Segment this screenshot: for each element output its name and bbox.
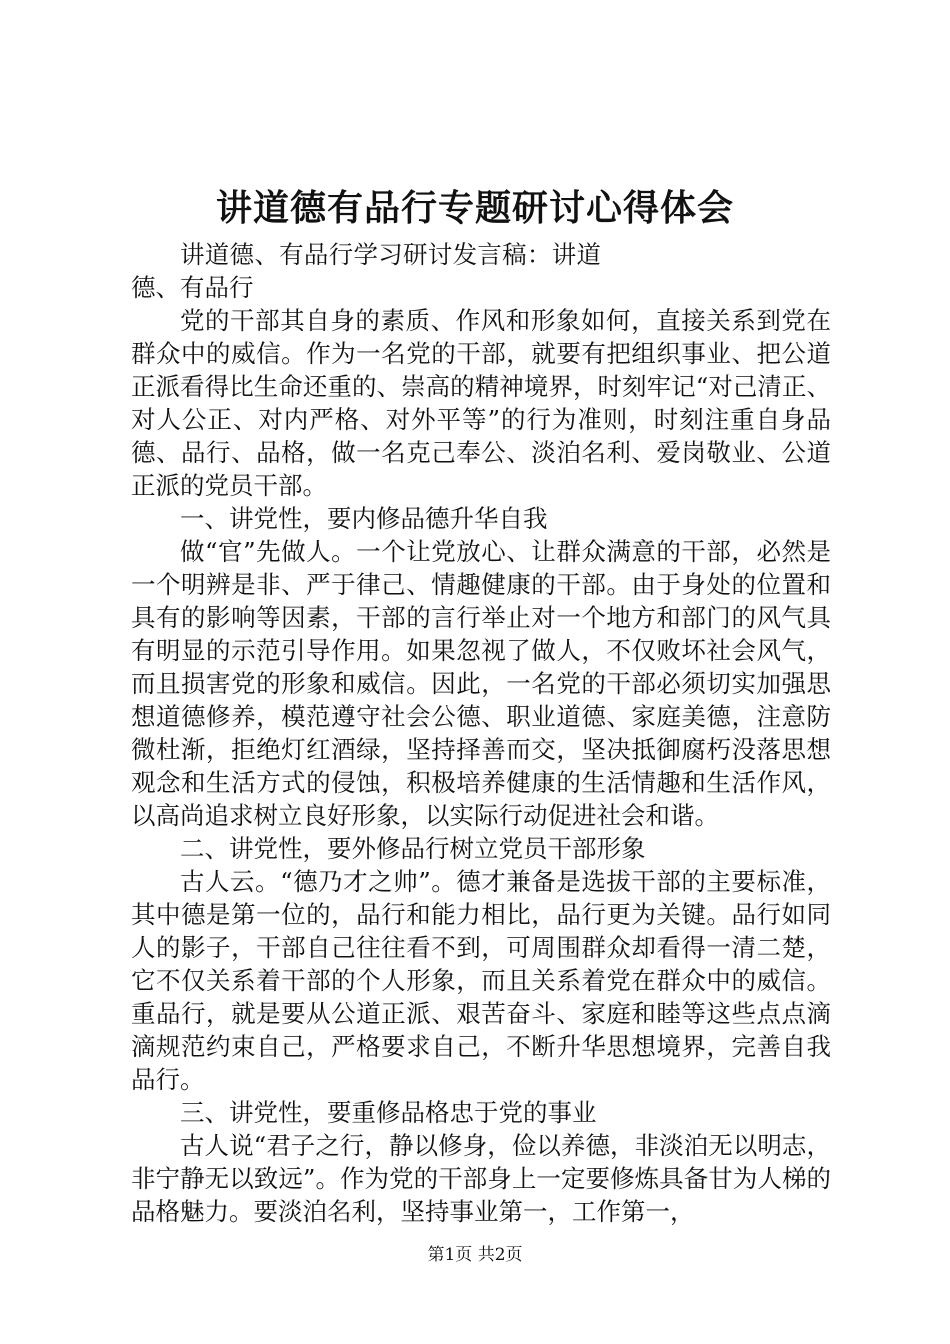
page-number-footer: 第1页 共2页 [427,1245,523,1265]
section-heading-1: 一、讲党性，要内修品德升华自我 [180,504,548,533]
section-heading-2: 二、讲党性，要外修品行树立党员干部形象 [180,834,646,863]
paragraph-section-3: 古人说“君子之行，静以修身，俭以养德，非淡泊无以明志，非宁静无以致远”。作为党的干部身上一定要修炼具备甘为人梯的品格魅力。要淡泊名利，坚持事业第一，工作第一， [131,1131,831,1226]
document-title: 讲道德有品行专题研讨心得体会 [215,187,734,229]
section-heading-3: 三、讲党性，要重修品格忠于党的事业 [180,1098,597,1127]
document-body [131,238,831,1228]
paragraph-section-1: 做“官”先做人。一个让党放心、让群众满意的干部，必然是一个明辨是非、严于律己、情趣健康的干部。由于身处的位置和具有的影响等因素，干部的言行举止对一个地方和部门的风气具有明显的示范引导作用。如果忽视了做人，不仅败坏社会风气，而且损害党的形象和威信。因此，一名党的干部必须切实加强思想道德修养，模范遵守社会公德、职业道德、家庭美德，注意防微杜渐，拒绝灯红酒绿，坚持择善而交，坚决抵御腐朽没落思想观念和生活方式的侵蚀，积极培养健康的生活情趣和生活作风，以高尚追求树立良好形象，以实际行动促进社会和谐。 [131,537,831,830]
paragraph-section-2: 古人云。“德乃才之帅”。德才兼备是选拔干部的主要标准，其中德是第一位的，品行和能力相比，品行更为关键。品行如同人的影子，干部自己往往看不到，可周围群众却看得一清二楚，它不仅关系着干部的个人形象，而且关系着党在群众中的威信。重品行，就是要从公道正派、艰苦奋斗、家庭和睦等这些点点滴滴规范约束自己，严格要求自己，不断升华思想境界，完善自我品行。 [131,867,831,1094]
paragraph-intro: 党的干部其自身的素质、作风和形象如何，直接关系到党在群众中的威信。作为一名党的干部，就要有把组织事业、把公道正派看得比生命还重的、崇高的精神境界，时刻牢记“对己清正、对人公正、对内严格、对外平等”的行为准则，时刻注重自身品德、品行、品格，做一名克己奉公、淡泊名利、爱岗敬业、公道正派的党员干部。 [131,306,831,500]
document-subtitle: 讲道德、有品行学习研讨发言稿：讲道德、有品行 [131,240,601,302]
